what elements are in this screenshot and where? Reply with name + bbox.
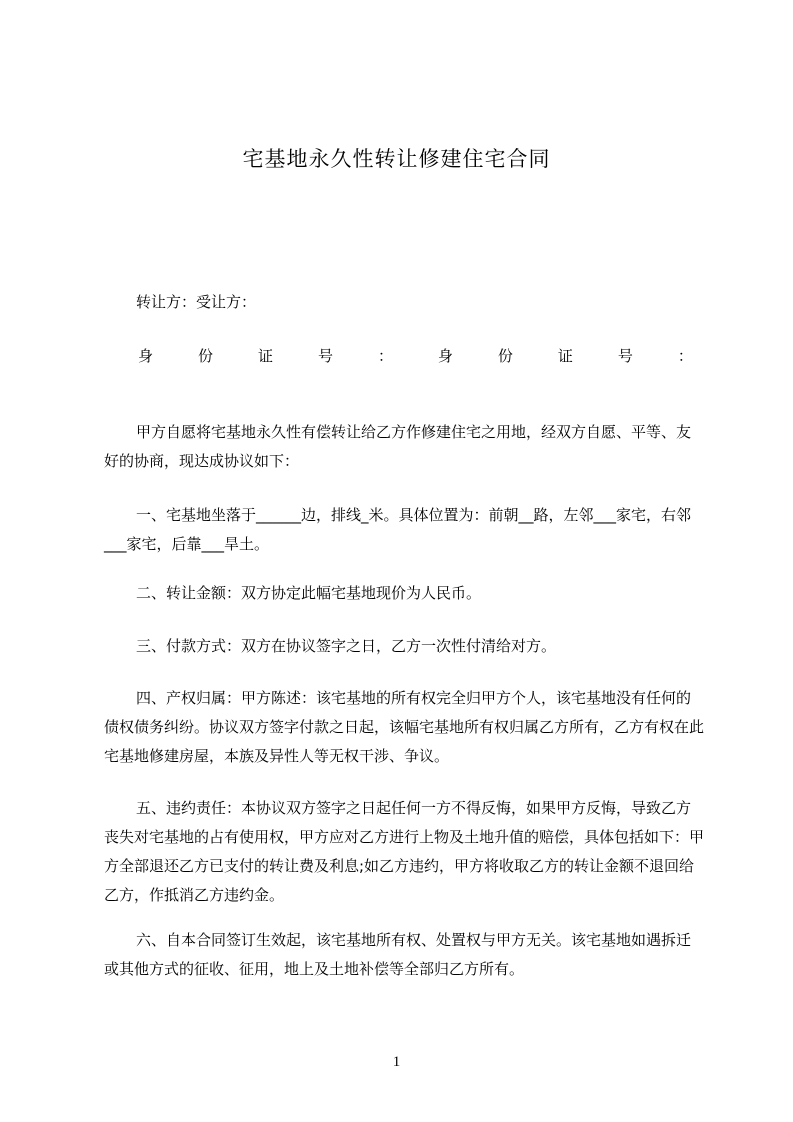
- paragraph-intro: 甲方自愿将宅基地永久性有偿转让给乙方作修建住宅之用地，经双方自愿、平等、友好的协商，现达成协议如下：: [104, 423, 692, 470]
- id-char: 份: [197, 347, 213, 365]
- id-char: 身: [437, 347, 453, 365]
- id-char: 证: [557, 347, 573, 365]
- paragraph-breach: 五、违约责任：本协议双方签字之日起任何一方不得反悔，如果甲方反悔，导致乙方丧失对宅基地的占有使用权，甲方应对乙方进行上物及土地升值的赔偿，具体包括如下：甲方全部退还乙方已支付的转让费及利息;如乙方违约，甲方将收取乙方的转让金额不退回给乙方，作抵消乙方违约金。: [104, 799, 705, 904]
- paragraph-location: 一、宅基地坐落于______边，排线_米。具体位置为：前朝__路，左邻___家宅，右邻___家宅，后靠___旱土。: [104, 506, 692, 553]
- page-number: 1: [392, 1054, 401, 1070]
- id-char: 份: [497, 347, 513, 365]
- id-char: 号: [317, 347, 333, 365]
- id-char: 证: [257, 347, 273, 365]
- document-title: 宅基地永久性转让修建住宅合同: [242, 147, 551, 171]
- id-number-row: [138, 345, 693, 366]
- id-char: 身: [138, 347, 154, 365]
- paragraph-payment: 三、付款方式：双方在协议签字之日，乙方一次性付清给对方。: [136, 637, 557, 655]
- parties-line: 转让方：受让方：: [136, 293, 257, 311]
- id-char: ：: [677, 347, 693, 365]
- id-char: ：: [377, 347, 393, 365]
- paragraph-effect: 六、自本合同签订生效起，该宅基地所有权、处置权与甲方无关。该宅基地如遇拆迁或其他方式的征收、征用，地上及土地补偿等全部归乙方所有。: [104, 931, 692, 978]
- paragraph-ownership: 四、产权归属：甲方陈述：该宅基地的所有权完全归甲方个人，该宅基地没有任何的债权债务纠纷。协议双方签字付款之日起，该幅宅基地所有权归属乙方所有，乙方有权在此宅基地修建房屋，本族及异性人等无权干涉、争议。: [104, 689, 705, 765]
- id-char: 号: [617, 347, 633, 365]
- paragraph-amount: 二、转让金额：双方协定此幅宅基地现价为人民币。: [136, 584, 482, 602]
